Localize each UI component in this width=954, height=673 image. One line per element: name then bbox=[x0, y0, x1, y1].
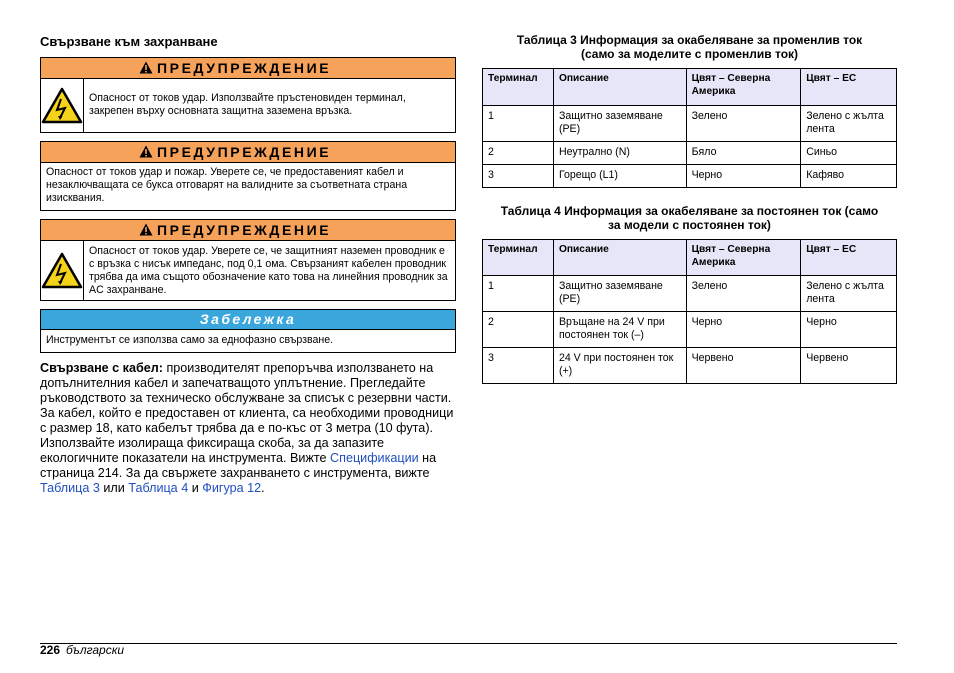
table-3-caption bbox=[482, 33, 897, 61]
table-cell: Червено bbox=[686, 348, 801, 384]
paragraph-text: и bbox=[188, 481, 203, 495]
right-column bbox=[482, 33, 897, 400]
table-cell: Зелено с жълта лента bbox=[801, 106, 897, 142]
electrical-hazard-icon bbox=[41, 87, 83, 124]
table-cell: Бяло bbox=[686, 142, 801, 165]
warning-text: Опасност от токов удар и пожар. Уверете се, че предоставеният кабел и незаключващата се букса отговарят на валидните за съответната страна изисквания. bbox=[46, 166, 408, 204]
warning-text: Опасност от токов удар. Уверете се, че защитният наземен проводник е с връзка с нисък импеданс, под 0,1 ома. Свързаният кабелен проводник трябва да има същото обозначение като това на линейния проводник за AC захранване. bbox=[89, 245, 448, 296]
warning-triangle-icon bbox=[139, 145, 153, 158]
link-specifications[interactable]: Спецификации bbox=[330, 451, 419, 465]
table-row bbox=[483, 142, 897, 165]
header-cell: Терминал bbox=[483, 69, 554, 106]
section-title: Свързване към захранване bbox=[40, 34, 218, 49]
link-figure-12[interactable]: Фигура 12 bbox=[202, 481, 262, 495]
paragraph-text: . bbox=[261, 481, 265, 495]
paragraph-text: на страница 214. За да свържете захранването с инструмента, вижте bbox=[40, 451, 437, 480]
caption-line: Таблица 4 Информация за окабеляване за постоянен ток (само bbox=[500, 204, 879, 218]
paragraph-text: или bbox=[99, 481, 129, 495]
caption-line: Таблица 3 Информация за окабеляване за променлив ток bbox=[516, 33, 863, 47]
warning-header bbox=[41, 58, 455, 79]
paragraph-body: производителят препоръчва използването на допълнителния кабел и запечатващото уплътнение. Прегледайте ръководството за техническо обслужване за списък с резервни части. За кабел, който е предоставен от клиента, са необходими проводници с размер 18, като кабелът трябва да е по-къс от 3 метра (10 фута). Използвайте изолираща фиксираща скоба, за да запазите екологичните показатели на инструмента. Вижте bbox=[40, 361, 454, 465]
table-cell: Защитно заземяване (PE) bbox=[553, 106, 686, 142]
warning-title: ПРЕДУПРЕЖДЕНИЕ bbox=[157, 144, 332, 160]
table-row bbox=[483, 276, 897, 312]
table-cell: 24 V при постоянен ток (+) bbox=[553, 348, 686, 384]
header-cell: Цвят – ЕС bbox=[801, 69, 897, 106]
table-cell: 3 bbox=[483, 348, 554, 384]
table-header-row bbox=[483, 240, 897, 276]
footer-language: български bbox=[66, 643, 125, 657]
page-number: 226 bbox=[40, 643, 61, 657]
table-4-caption bbox=[482, 204, 897, 232]
table-cell: Горещо (L1) bbox=[553, 165, 686, 188]
table-cell: Неутрално (N) bbox=[553, 142, 686, 165]
warning-title: ПРЕДУПРЕЖДЕНИЕ bbox=[157, 60, 332, 76]
warning-header bbox=[41, 142, 455, 163]
table-cell: Черно bbox=[686, 312, 801, 348]
table-header-row bbox=[483, 69, 897, 106]
note-title: Забележка bbox=[41, 310, 455, 330]
warning-text: Опасност от токов удар. Използвайте пръстеновиден терминал, закрепен върху основната защитна заземена връзка. bbox=[89, 92, 406, 117]
electrical-hazard-icon bbox=[41, 252, 83, 289]
header-cell: Цвят – Северна Америка bbox=[686, 69, 801, 106]
warning-title: ПРЕДУПРЕЖДЕНИЕ bbox=[157, 222, 332, 238]
table-cell: Зелено bbox=[686, 276, 801, 312]
table-3 bbox=[482, 68, 897, 188]
header-cell: Терминал bbox=[483, 240, 554, 276]
table-row bbox=[483, 312, 897, 348]
table-4 bbox=[482, 239, 897, 384]
warning-box-2 bbox=[40, 141, 456, 211]
cable-paragraph bbox=[40, 361, 456, 496]
table-cell: Зелено bbox=[686, 106, 801, 142]
header-cell: Цвят – Северна Америка bbox=[686, 240, 801, 276]
table-cell: Зелено с жълта лента bbox=[801, 276, 897, 312]
header-cell: Цвят – ЕС bbox=[801, 240, 897, 276]
table-cell: 1 bbox=[483, 276, 554, 312]
warning-triangle-icon bbox=[139, 61, 153, 74]
note-text: Инструментът се използва само за еднофазно свързване. bbox=[46, 334, 334, 346]
table-cell: 2 bbox=[483, 312, 554, 348]
table-cell: Защитно заземяване (PE) bbox=[553, 276, 686, 312]
paragraph-lead: Свързване с кабел: bbox=[40, 361, 163, 375]
table-cell: 2 bbox=[483, 142, 554, 165]
table-cell: Кафяво bbox=[801, 165, 897, 188]
left-column bbox=[40, 34, 456, 496]
warning-box-3 bbox=[40, 219, 456, 301]
caption-line: (само за моделите с променлив ток) bbox=[580, 47, 799, 61]
table-cell: 3 bbox=[483, 165, 554, 188]
table-cell: Връщане на 24 V при постоянен ток (–) bbox=[553, 312, 686, 348]
footer-divider bbox=[40, 643, 897, 644]
page-footer bbox=[40, 643, 124, 657]
table-row bbox=[483, 106, 897, 142]
warning-triangle-icon bbox=[139, 223, 153, 236]
caption-line: за модели с постоянен ток) bbox=[608, 218, 771, 232]
warning-header bbox=[41, 220, 455, 241]
link-table-3[interactable]: Таблица 3 bbox=[40, 481, 100, 495]
table-cell: 1 bbox=[483, 106, 554, 142]
table-cell: Синьо bbox=[801, 142, 897, 165]
warning-box-1 bbox=[40, 57, 456, 133]
table-cell: Черно bbox=[801, 312, 897, 348]
header-cell: Описание bbox=[553, 69, 686, 106]
table-cell: Черно bbox=[686, 165, 801, 188]
note-box bbox=[40, 309, 456, 353]
table-row bbox=[483, 348, 897, 384]
header-cell: Описание bbox=[553, 240, 686, 276]
table-cell: Червено bbox=[801, 348, 897, 384]
table-row bbox=[483, 165, 897, 188]
link-table-4[interactable]: Таблица 4 bbox=[128, 481, 189, 495]
